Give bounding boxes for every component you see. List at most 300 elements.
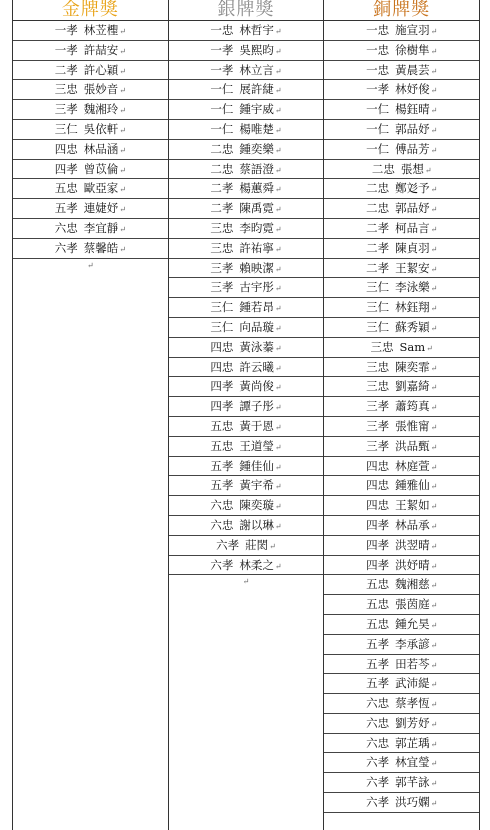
table-row — [324, 278, 479, 298]
student-name: 林宜瑩 — [395, 755, 430, 770]
paragraph-mark: ↵ — [274, 482, 282, 492]
paragraph-mark: ↵ — [430, 363, 438, 373]
table-row — [13, 160, 168, 180]
student-name: 蘇秀穎 — [395, 319, 430, 334]
paragraph-mark: ↵ — [274, 363, 282, 373]
class-label: 三仁 — [210, 319, 234, 334]
student-name: 王絜如 — [395, 498, 430, 513]
student-name: 許祐寧 — [239, 240, 274, 255]
table-row — [169, 61, 324, 81]
paragraph-mark: ↵ — [274, 165, 282, 175]
paragraph-mark: ↵ — [119, 106, 126, 116]
student-name: 林鈺翔 — [395, 300, 430, 315]
student-name: 許心穎 — [83, 62, 119, 77]
table-row — [169, 556, 324, 576]
class-label: 三孝 — [366, 418, 390, 433]
student-name: 魏湘慈 — [395, 577, 430, 592]
table-row — [324, 417, 479, 437]
silver-rows — [169, 21, 324, 575]
class-label: 一孝 — [366, 82, 390, 97]
student-name: 黃于恩 — [239, 418, 274, 433]
paragraph-mark: ↵ — [430, 502, 438, 512]
student-name: 洪翌晴 — [395, 537, 430, 552]
table-row — [324, 338, 479, 358]
paragraph-mark: ↵ — [119, 66, 126, 76]
table-row — [169, 239, 324, 259]
paragraph-mark: ↵ — [274, 521, 282, 531]
class-label: 五孝 — [54, 201, 78, 216]
table-row — [169, 21, 324, 41]
student-name: 郭芷瑀 — [395, 735, 430, 750]
student-name: 林品承 — [395, 517, 430, 532]
table-row — [324, 397, 479, 417]
class-label: 五忠 — [366, 597, 390, 612]
paragraph-mark: ↵ — [430, 145, 438, 155]
table-row — [169, 496, 324, 516]
table-row — [169, 219, 324, 239]
paragraph-mark: ↵ — [430, 27, 438, 36]
class-label: 四孝 — [366, 557, 390, 572]
class-label: 三孝 — [210, 260, 234, 275]
class-label: 四孝 — [210, 399, 234, 414]
paragraph-mark: ↵ — [430, 581, 438, 591]
table-row — [324, 100, 479, 120]
table-row — [169, 100, 324, 120]
class-label: 四孝 — [366, 537, 390, 552]
gold-header: 金牌獎 — [13, 0, 168, 21]
table-row — [324, 753, 479, 773]
class-label: 二孝 — [366, 240, 390, 255]
class-label: 一孝 — [54, 23, 78, 37]
table-row — [169, 41, 324, 61]
paragraph-mark: ↵ — [430, 799, 438, 809]
student-name: 譚子彤 — [239, 399, 274, 414]
class-label: 六孝 — [366, 775, 390, 790]
table-row — [169, 397, 324, 417]
student-name: Sam — [399, 339, 426, 354]
paragraph-mark: ↵ — [430, 284, 438, 294]
student-name: 歐亞家 — [83, 181, 119, 196]
paragraph-mark: ↵ — [430, 403, 438, 413]
student-name: 張想 — [400, 161, 424, 176]
student-name: 莊閎 — [245, 537, 269, 552]
gold-column — [13, 0, 169, 830]
table-row — [324, 120, 479, 140]
class-label: 五忠 — [366, 577, 390, 592]
table-row — [324, 219, 479, 239]
table-row — [13, 120, 168, 140]
table-row — [324, 694, 479, 714]
student-name: 洪品甄 — [395, 438, 430, 453]
student-name: 蔡孝恆 — [395, 696, 430, 711]
paragraph-mark: ↵ — [274, 403, 282, 413]
table-row — [13, 80, 168, 100]
student-name: 徐樹隼 — [395, 42, 430, 57]
class-label: 六忠 — [210, 498, 234, 513]
paragraph-mark: ↵ — [119, 125, 126, 135]
student-name: 吳熙昀 — [239, 42, 274, 57]
student-name: 傅品芳 — [395, 141, 430, 156]
student-name: 謝以琳 — [239, 517, 274, 532]
class-label: 一孝 — [210, 42, 234, 57]
table-row — [13, 140, 168, 160]
class-label: 二孝 — [54, 62, 78, 77]
table-row — [324, 773, 479, 793]
paragraph-mark: ↵ — [269, 541, 276, 551]
paragraph-mark: ↵ — [430, 561, 438, 571]
paragraph-mark: ↵ — [274, 185, 282, 195]
table-row — [169, 160, 324, 180]
student-name: 張惟甯 — [395, 418, 430, 433]
class-label: 二忠 — [366, 201, 390, 216]
table-row — [13, 199, 168, 219]
paragraph-mark: ↵ — [430, 86, 438, 96]
class-label: 二孝 — [210, 181, 234, 196]
student-name: 張妙音 — [83, 82, 119, 97]
table-row — [324, 259, 479, 279]
student-name: 李宜靜 — [83, 220, 119, 235]
class-label: 五忠 — [366, 616, 390, 631]
class-label: 三忠 — [366, 379, 390, 394]
student-name: 曾苡倫 — [83, 161, 119, 176]
student-name: 林庭萱 — [395, 458, 430, 473]
student-name: 展許緁 — [239, 82, 274, 97]
student-name: 鍾允昊 — [395, 616, 430, 631]
class-label: 四忠 — [210, 339, 234, 354]
student-name: 陳奕璇 — [239, 498, 274, 513]
silver-column — [169, 0, 325, 830]
paragraph-mark: ↵ — [119, 27, 126, 36]
class-label: 三忠 — [366, 359, 390, 374]
paragraph-mark: ↵ — [274, 145, 282, 155]
student-name: 田若芩 — [395, 656, 430, 671]
class-label: 一孝 — [54, 42, 78, 57]
class-label: 三孝 — [366, 438, 390, 453]
student-name: 林妤俊 — [395, 82, 430, 97]
student-name: 鍾佳仙 — [239, 458, 274, 473]
student-name: 鍾宇威 — [239, 102, 274, 117]
class-label: 三孝 — [366, 399, 390, 414]
table-row — [169, 536, 324, 556]
student-name: 鍾奕樂 — [239, 141, 274, 156]
paragraph-mark: ↵ — [119, 185, 126, 195]
award-table — [12, 0, 480, 830]
class-label: 六忠 — [366, 715, 390, 730]
table-row — [169, 199, 324, 219]
table-row — [324, 595, 479, 615]
table-row — [324, 655, 479, 675]
paragraph-mark: ↵ — [424, 165, 432, 175]
table-row — [13, 61, 168, 81]
student-name: 陳禹霓 — [239, 201, 274, 216]
paragraph-mark: ↵ — [274, 224, 282, 234]
student-name: 劉嘉綺 — [395, 379, 430, 394]
table-row — [169, 318, 324, 338]
class-label: 五孝 — [210, 458, 234, 473]
class-label: 一仁 — [366, 121, 390, 136]
student-name: 武沛緹 — [395, 676, 430, 691]
paragraph-mark: ↵ — [119, 244, 126, 254]
paragraph-mark: ↵ — [430, 185, 438, 195]
class-label: 五孝 — [366, 656, 390, 671]
table-row — [169, 278, 324, 298]
table-row — [169, 457, 324, 477]
paragraph-mark: ↵ — [274, 66, 282, 76]
paragraph-mark: ↵ — [430, 46, 438, 56]
paragraph-mark: ↵ — [119, 165, 126, 175]
table-row — [324, 536, 479, 556]
table-row — [324, 516, 479, 536]
bronze-column — [324, 0, 479, 830]
paragraph-mark: ↵ — [430, 422, 438, 432]
class-label: 三仁 — [366, 300, 390, 315]
class-label: 六忠 — [366, 735, 390, 750]
paragraph-mark: ↵ — [430, 462, 438, 472]
table-row — [13, 239, 168, 259]
student-name: 黃泳蓁 — [239, 339, 274, 354]
student-name: 施宣羽 — [395, 23, 430, 37]
paragraph-mark: ↵ — [274, 205, 282, 215]
table-row — [324, 21, 479, 41]
paragraph-mark: ↵ — [274, 462, 282, 472]
paragraph-mark: ↵ — [274, 46, 282, 56]
class-label: 五孝 — [210, 478, 234, 493]
table-row — [169, 437, 324, 457]
class-label: 四忠 — [54, 141, 78, 156]
table-row — [324, 476, 479, 496]
table-row — [324, 496, 479, 516]
class-label: 二忠 — [366, 181, 390, 196]
class-label: 一忠 — [366, 23, 390, 37]
class-label: 六孝 — [216, 537, 240, 552]
table-row — [169, 377, 324, 397]
paragraph-mark: ↵ — [119, 145, 126, 155]
paragraph-mark: ↵ — [426, 343, 433, 353]
student-name: 李泳樂 — [395, 280, 430, 295]
class-label: 四忠 — [366, 458, 390, 473]
class-label: 三忠 — [54, 82, 78, 97]
table-row — [324, 61, 479, 81]
student-name: 楊蕙舜 — [239, 181, 274, 196]
table-row — [169, 140, 324, 160]
student-name: 王道瑩 — [239, 438, 274, 453]
table-row — [324, 575, 479, 595]
student-name: 林哲宇 — [239, 23, 274, 37]
paragraph-mark: ↵ — [274, 383, 282, 393]
table-row — [324, 199, 479, 219]
student-name: 蔡馨皓 — [83, 240, 119, 255]
paragraph-mark: ↵ — [430, 442, 438, 452]
class-label: 二忠 — [210, 141, 234, 156]
class-label: 六孝 — [54, 240, 78, 255]
student-name: 郭品妤 — [395, 121, 430, 136]
paragraph-mark: ↵ — [119, 205, 126, 215]
table-row — [324, 674, 479, 694]
student-name: 黃宇希 — [239, 478, 274, 493]
class-label: 二忠 — [371, 161, 395, 176]
paragraph-mark: ↵ — [430, 66, 438, 76]
paragraph-mark: ↵ — [274, 106, 282, 116]
class-label: 一仁 — [210, 121, 234, 136]
silver-end-mark: ↵ — [242, 577, 250, 587]
table-row — [324, 160, 479, 180]
table-row — [169, 358, 324, 378]
paragraph-mark: ↵ — [430, 323, 438, 333]
paragraph-mark: ↵ — [430, 759, 438, 769]
student-name: 陳貞羽 — [395, 240, 430, 255]
paragraph-mark: ↵ — [119, 224, 126, 234]
gold-end-mark: ↵ — [86, 260, 94, 270]
paragraph-mark: ↵ — [274, 442, 282, 452]
paragraph-mark: ↵ — [430, 264, 438, 274]
class-label: 二孝 — [210, 201, 234, 216]
paragraph-mark: ↵ — [274, 284, 282, 294]
class-label: 一忠 — [366, 62, 390, 77]
student-name: 柯品言 — [395, 220, 430, 235]
paragraph-mark: ↵ — [430, 601, 438, 611]
class-label: 四孝 — [210, 379, 234, 394]
class-label: 六忠 — [210, 517, 234, 532]
class-label: 一仁 — [210, 82, 234, 97]
table-row — [324, 556, 479, 576]
class-label: 二忠 — [210, 161, 234, 176]
student-name: 黃晨芸 — [395, 62, 430, 77]
student-name: 鄭彣予 — [395, 181, 430, 196]
class-label: 三仁 — [366, 319, 390, 334]
class-label: 四孝 — [366, 517, 390, 532]
table-row — [324, 140, 479, 160]
class-label: 一孝 — [210, 62, 234, 77]
table-row — [324, 318, 479, 338]
student-name: 鍾雅仙 — [395, 478, 430, 493]
table-row — [13, 41, 168, 61]
class-label: 一仁 — [210, 102, 234, 117]
paragraph-mark: ↵ — [274, 502, 282, 512]
table-row — [324, 437, 479, 457]
table-row — [169, 417, 324, 437]
bronze-rows — [324, 21, 479, 813]
paragraph-mark: ↵ — [430, 660, 438, 670]
gold-rows — [13, 21, 168, 259]
class-label: 六忠 — [366, 696, 390, 711]
student-name: 林苙檉 — [83, 23, 119, 37]
paragraph-mark: ↵ — [430, 244, 438, 254]
paragraph-mark: ↵ — [430, 383, 438, 393]
table-row — [13, 21, 168, 41]
paragraph-mark: ↵ — [274, 561, 282, 571]
table-row — [324, 714, 479, 734]
table-row — [324, 457, 479, 477]
paragraph-mark: ↵ — [274, 422, 282, 432]
class-label: 五忠 — [54, 181, 78, 196]
class-label: 六孝 — [366, 795, 390, 810]
class-label: 一仁 — [366, 141, 390, 156]
paragraph-mark: ↵ — [119, 46, 126, 56]
paragraph-mark: ↵ — [430, 700, 438, 710]
class-label: 二孝 — [366, 220, 390, 235]
paragraph-mark: ↵ — [274, 244, 282, 254]
class-label: 三忠 — [210, 220, 234, 235]
paragraph-mark: ↵ — [274, 323, 282, 333]
table-row — [169, 80, 324, 100]
class-label: 四忠 — [366, 478, 390, 493]
class-label: 三仁 — [366, 280, 390, 295]
student-name: 蕭筠真 — [395, 399, 430, 414]
table-row — [324, 734, 479, 754]
table-row — [324, 635, 479, 655]
table-row — [324, 793, 479, 813]
class-label: 五孝 — [366, 676, 390, 691]
table-row — [324, 80, 479, 100]
paragraph-mark: ↵ — [430, 521, 438, 531]
table-row — [169, 338, 324, 358]
class-label: 三忠 — [370, 339, 394, 354]
class-label: 四忠 — [210, 359, 234, 374]
silver-header: 銀牌獎 — [169, 0, 324, 21]
student-name: 鍾若昂 — [239, 300, 274, 315]
student-name: 張茵庭 — [395, 597, 430, 612]
paragraph-mark: ↵ — [430, 125, 438, 135]
table-row — [169, 516, 324, 536]
class-label: 六孝 — [366, 755, 390, 770]
student-name: 林品涵 — [83, 141, 119, 156]
class-label: 五孝 — [366, 636, 390, 651]
paragraph-mark: ↵ — [430, 541, 438, 551]
table-row — [324, 615, 479, 635]
student-name: 許云曦 — [239, 359, 274, 374]
student-name: 李承諺 — [395, 636, 430, 651]
paragraph-mark: ↵ — [430, 719, 438, 729]
class-label: 六忠 — [54, 220, 78, 235]
student-name: 賴映潔 — [239, 260, 274, 275]
class-label: 三孝 — [54, 102, 78, 117]
table-row — [169, 259, 324, 279]
class-label: 三仁 — [210, 300, 234, 315]
student-name: 黃尚俊 — [239, 379, 274, 394]
class-label: 三忠 — [210, 240, 234, 255]
student-name: 洪巧嫻 — [395, 795, 430, 810]
student-name: 楊鈺晴 — [395, 102, 430, 117]
student-name: 陳奕霏 — [395, 359, 430, 374]
class-label: 四忠 — [366, 498, 390, 513]
class-label: 一忠 — [366, 42, 390, 57]
paragraph-mark: ↵ — [430, 779, 438, 789]
class-label: 一仁 — [366, 102, 390, 117]
class-label: 二孝 — [366, 260, 390, 275]
table-row — [169, 476, 324, 496]
student-name: 楊唯楚 — [239, 121, 274, 136]
paragraph-mark: ↵ — [274, 304, 282, 314]
class-label: 三仁 — [54, 121, 78, 136]
class-label: 四孝 — [54, 161, 78, 176]
paragraph-mark: ↵ — [430, 680, 438, 690]
table-row — [324, 41, 479, 61]
student-name: 郭品妤 — [395, 201, 430, 216]
paragraph-mark: ↵ — [119, 86, 126, 96]
student-name: 向品璇 — [239, 319, 274, 334]
student-name: 魏湘玲 — [83, 102, 119, 117]
paragraph-mark: ↵ — [430, 482, 438, 492]
paragraph-mark: ↵ — [274, 125, 282, 135]
table-row — [324, 298, 479, 318]
student-name: 林立言 — [239, 62, 274, 77]
bronze-header: 銅牌獎 — [324, 0, 479, 21]
paragraph-mark: ↵ — [430, 106, 438, 116]
student-name: 吳依軒 — [83, 121, 119, 136]
table-row — [169, 120, 324, 140]
class-label: 一忠 — [210, 23, 234, 37]
student-name: 劉芳妤 — [395, 715, 430, 730]
